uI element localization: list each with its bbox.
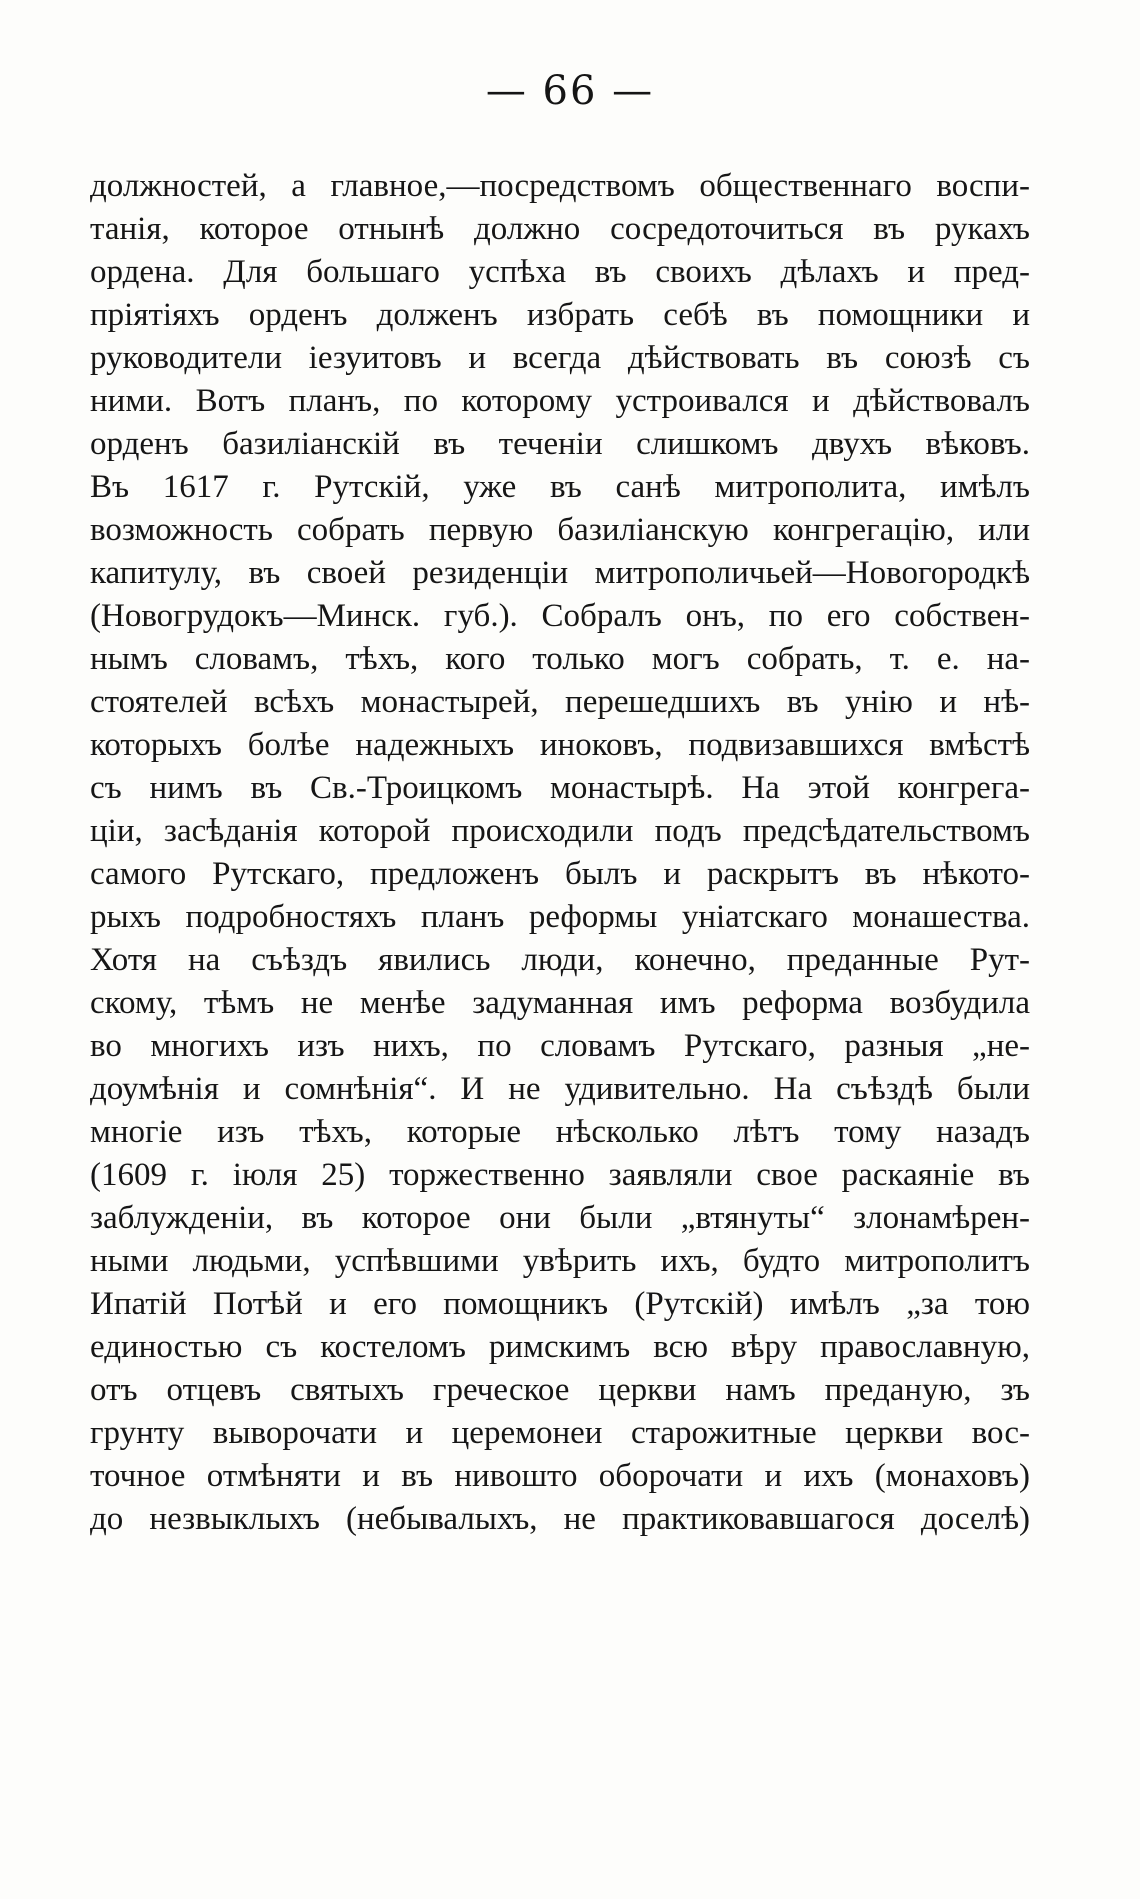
text-line: во многихъ изъ нихъ, по словамъ Рутскаго, разныя „не-	[90, 1028, 1030, 1064]
text-line: капитулу, въ своей резиденціи митрополичьей—Новогородкѣ	[90, 555, 1030, 591]
text-line: руководители іезуитовъ и всегда дѣйствовать въ союзѣ съ	[90, 340, 1030, 376]
text-line: самого Рутскаго, предложенъ былъ и раскрытъ въ нѣкото-	[90, 856, 1030, 892]
text-line: доумѣнія и сомнѣнія“. И не удивительно. На съѣздѣ были	[90, 1071, 1030, 1107]
text-line: ордена. Для большаго успѣха въ своихъ дѣлахъ и пред-	[90, 254, 1030, 290]
text-line: скому, тѣмъ не менѣе задуманная имъ реформа возбудила	[90, 985, 1030, 1021]
text-line: нымъ словамъ, тѣхъ, кого только могъ собрать, т. е. на-	[90, 641, 1030, 677]
text-line: (1609 г. іюля 25) торжественно заявляли свое раскаяніе въ	[90, 1157, 1030, 1193]
text-line: стоятелей всѣхъ монастырей, перешедшихъ въ унію и нѣ-	[90, 684, 1030, 720]
text-line: орденъ базиліанскій въ теченіи слишкомъ двухъ вѣковъ.	[90, 426, 1030, 462]
text-line: которыхъ болѣе надежныхъ иноковъ, подвизавшихся вмѣстѣ	[90, 727, 1030, 763]
text-line: возможность собрать первую базиліанскую конгрегацію, или	[90, 512, 1030, 548]
text-line: до незвыклыхъ (небывалыхъ, не практиковавшагося доселѣ)	[90, 1501, 1030, 1537]
text-line: съ нимъ въ Св.-Троицкомъ монастырѣ. На этой конгрега-	[90, 770, 1030, 806]
text-line: ными людьми, успѣвшими увѣрить ихъ, будто митрополитъ	[90, 1243, 1030, 1279]
text-line: Въ 1617 г. Рутскій, уже въ санѣ митрополита, имѣлъ	[90, 469, 1030, 505]
text-line: должностей, а главное,—посредствомъ общественнаго воспи-	[90, 168, 1030, 204]
text-line: многіе изъ тѣхъ, которые нѣсколько лѣтъ тому назадъ	[90, 1114, 1030, 1150]
text-line: (Новогрудокъ—Минск. губ.). Собралъ онъ, по его собствен-	[90, 598, 1030, 634]
body-text	[90, 165, 1030, 1541]
text-line: рыхъ подробностяхъ планъ реформы уніатскаго монашества.	[90, 899, 1030, 935]
text-line: точное отмѣняти и въ нивошто оборочати и ихъ (монаховъ)	[90, 1458, 1030, 1494]
text-line: ними. Вотъ планъ, по которому устроивался и дѣйствовалъ	[90, 383, 1030, 419]
text-line: Ипатій Потѣй и его помощникъ (Рутскій) имѣлъ „за тою	[90, 1286, 1030, 1322]
text-line: единостью съ костеломъ римскимъ всю вѣру православную,	[90, 1329, 1030, 1365]
text-line: грунту выворочати и церемонеи старожитные церкви вос-	[90, 1415, 1030, 1451]
text-line: отъ отцевъ святыхъ греческое церкви намъ преданую, зъ	[90, 1372, 1030, 1408]
text-line: заблужденіи, въ которое они были „втянуты“ злонамѣрен-	[90, 1200, 1030, 1236]
text-line: танія, которое отнынѣ должно сосредоточиться въ рукахъ	[90, 211, 1030, 247]
page-number: — 66 —	[485, 68, 655, 114]
text-line: пріятіяхъ орденъ долженъ избрать себѣ въ помощники и	[90, 297, 1030, 333]
text-line: Хотя на съѣздъ явились люди, конечно, преданные Рут-	[90, 942, 1030, 978]
text-line: ціи, засѣданія которой происходили подъ предсѣдательствомъ	[90, 813, 1030, 849]
